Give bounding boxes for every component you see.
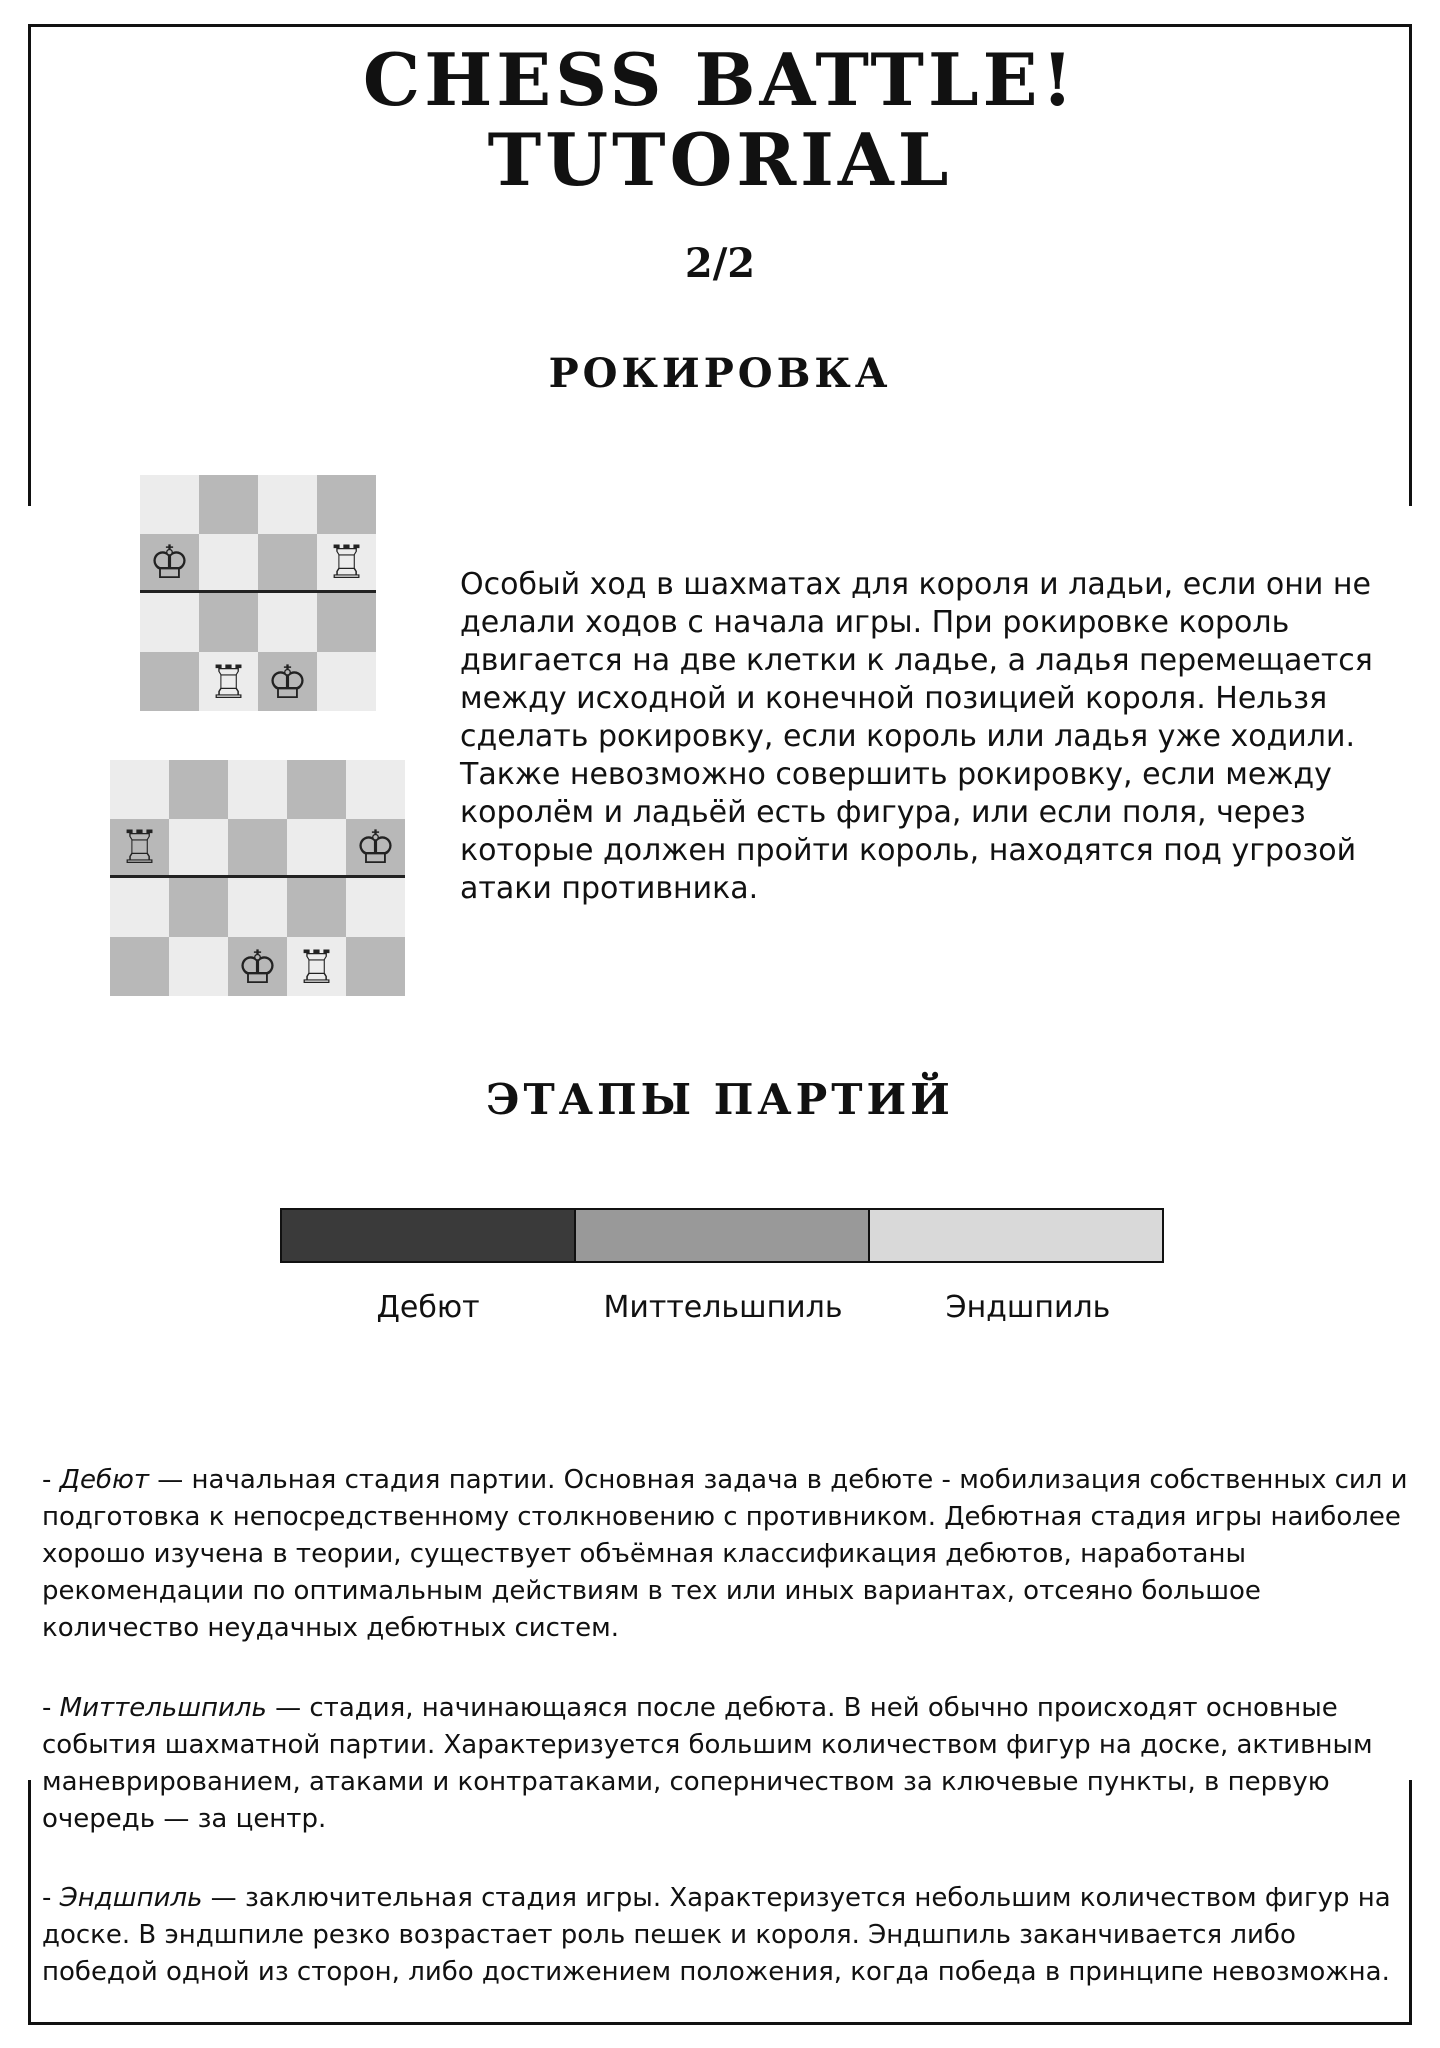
king-icon: ♔ (228, 937, 287, 996)
board-square (110, 878, 169, 937)
phase-segment-middlegame (574, 1210, 868, 1261)
phase-description-opening: - Дебют — начальная стадия партии. Основная задача в дебюте - мобилизация собственных сил и подготовка к непосредственному столкновению с противником. Дебютная стадия игры наиболее хорошо изучена в теории, существует объёмная классификация дебютов, наработаны рекомендации по оптимальным действиям в тех или иных вариантах, отсеяно большое количество неудачных дебютных систем. (42, 1465, 1408, 1643)
board-square (140, 593, 199, 652)
phase-term: Дебют (59, 1465, 150, 1495)
board-square (169, 937, 228, 996)
phase-term: Миттельшпиль (59, 1693, 267, 1723)
phase-label-middlegame: Миттельшпиль (603, 1290, 843, 1325)
phases-heading: ЭТАПЫ ПАРТИЙ (486, 1075, 954, 1124)
phase-term: Эндшпиль (59, 1883, 203, 1913)
board-square (346, 760, 405, 819)
board-square (140, 652, 199, 711)
phase-text: — начальная стадия партии. Основная задача в дебюте - мобилизация собственных сил и подготовка к непосредственному столкновению с противником. Дебютная стадия игры наиболее хорошо изучена в теории, существует объёмная классификация дебютов, наработаны рекомендации по оптимальным действиям в тех или иных вариантах, отсеяно большое количество неудачных дебютных систем. (42, 1465, 1408, 1643)
castling-description: Особый ход в шахматах для короля и ладьи, если они не делали ходов с начала игры. При рокировке король двигается на две клетки к ладье, а ладья перемещается между исходной и конечной позицией короля. Нельзя сделать рокировку, если король или ладья уже ходили. Также невозможно совершить рокировку, если между королём и ладьёй есть фигура, или если поля, через которые должен пройти король, находятся под угрозой атаки противника. (460, 567, 1373, 906)
phase-label-endgame: Эндшпиль (945, 1290, 1111, 1325)
board-square (317, 652, 376, 711)
rook-icon: ♖ (199, 652, 258, 711)
board-square (199, 593, 258, 652)
board-square (199, 534, 258, 593)
board-square (228, 878, 287, 937)
phases-bar (280, 1208, 1164, 1263)
board-square (169, 878, 228, 937)
king-icon: ♔ (140, 534, 199, 593)
board-square (287, 819, 346, 878)
board-square (169, 760, 228, 819)
phase-label-opening: Дебют (376, 1290, 480, 1325)
board-square (110, 937, 169, 996)
frame-top-border (28, 24, 1412, 27)
board-square (287, 760, 346, 819)
rook-icon: ♖ (317, 534, 376, 593)
castling-board-long (110, 760, 405, 996)
king-icon: ♔ (346, 819, 405, 878)
castling-board-short (140, 475, 376, 711)
rook-icon: ♖ (110, 819, 169, 878)
board-square (317, 475, 376, 534)
board-square (110, 760, 169, 819)
page-title: CHESS BATTLE! (362, 37, 1078, 122)
board-square (199, 475, 258, 534)
phase-description-endgame: - Эндшпиль — заключительная стадия игры. Характеризуется небольшим количеством фигур на доске. В эндшпиле резко возрастает роль пешек и короля. Эндшпиль заканчивается либо победой одной из сторон, либо достижением положения, когда победа в принципе невозможна. (42, 1883, 1391, 1987)
phase-description-middlegame: - Миттельшпиль — стадия, начинающаяся после дебюта. В ней обычно происходят основные события шахматной партии. Характеризуется большим количеством фигур на доске, активным маневрированием, атаками и контратаками, соперничеством за ключевые пункты, в первую очередь — за центр. (42, 1693, 1373, 1834)
page-subtitle: TUTORIAL (487, 117, 953, 202)
board-square (140, 475, 199, 534)
board-square (317, 593, 376, 652)
rook-icon: ♖ (287, 937, 346, 996)
board-square (258, 475, 317, 534)
board-square (169, 819, 228, 878)
frame-bottom-border (28, 2022, 1412, 2025)
board-square (287, 878, 346, 937)
board-square (346, 937, 405, 996)
phase-segment-endgame (868, 1210, 1162, 1261)
frame-left-lower (28, 1780, 31, 2025)
board-square (346, 878, 405, 937)
board-square (228, 760, 287, 819)
castling-heading: РОКИРОВКА (548, 350, 892, 397)
phase-text: — заключительная стадия игры. Характеризуется небольшим количеством фигур на доске. В эндшпиле резко возрастает роль пешек и короля. Эндшпиль заканчивается либо победой одной из сторон, либо достижением положения, когда победа в принципе невозможна. (42, 1883, 1391, 1987)
king-icon: ♔ (258, 652, 317, 711)
board-square (258, 593, 317, 652)
board-square (228, 819, 287, 878)
phase-text: — стадия, начинающаяся после дебюта. В ней обычно происходят основные события шахматной партии. Характеризуется большим количеством фигур на доске, активным маневрированием, атаками и контратаками, соперничеством за ключевые пункты, в первую очередь — за центр. (42, 1693, 1373, 1834)
page-number: 2/2 (684, 240, 756, 287)
phase-segment-opening (282, 1210, 574, 1261)
board-square (258, 534, 317, 593)
